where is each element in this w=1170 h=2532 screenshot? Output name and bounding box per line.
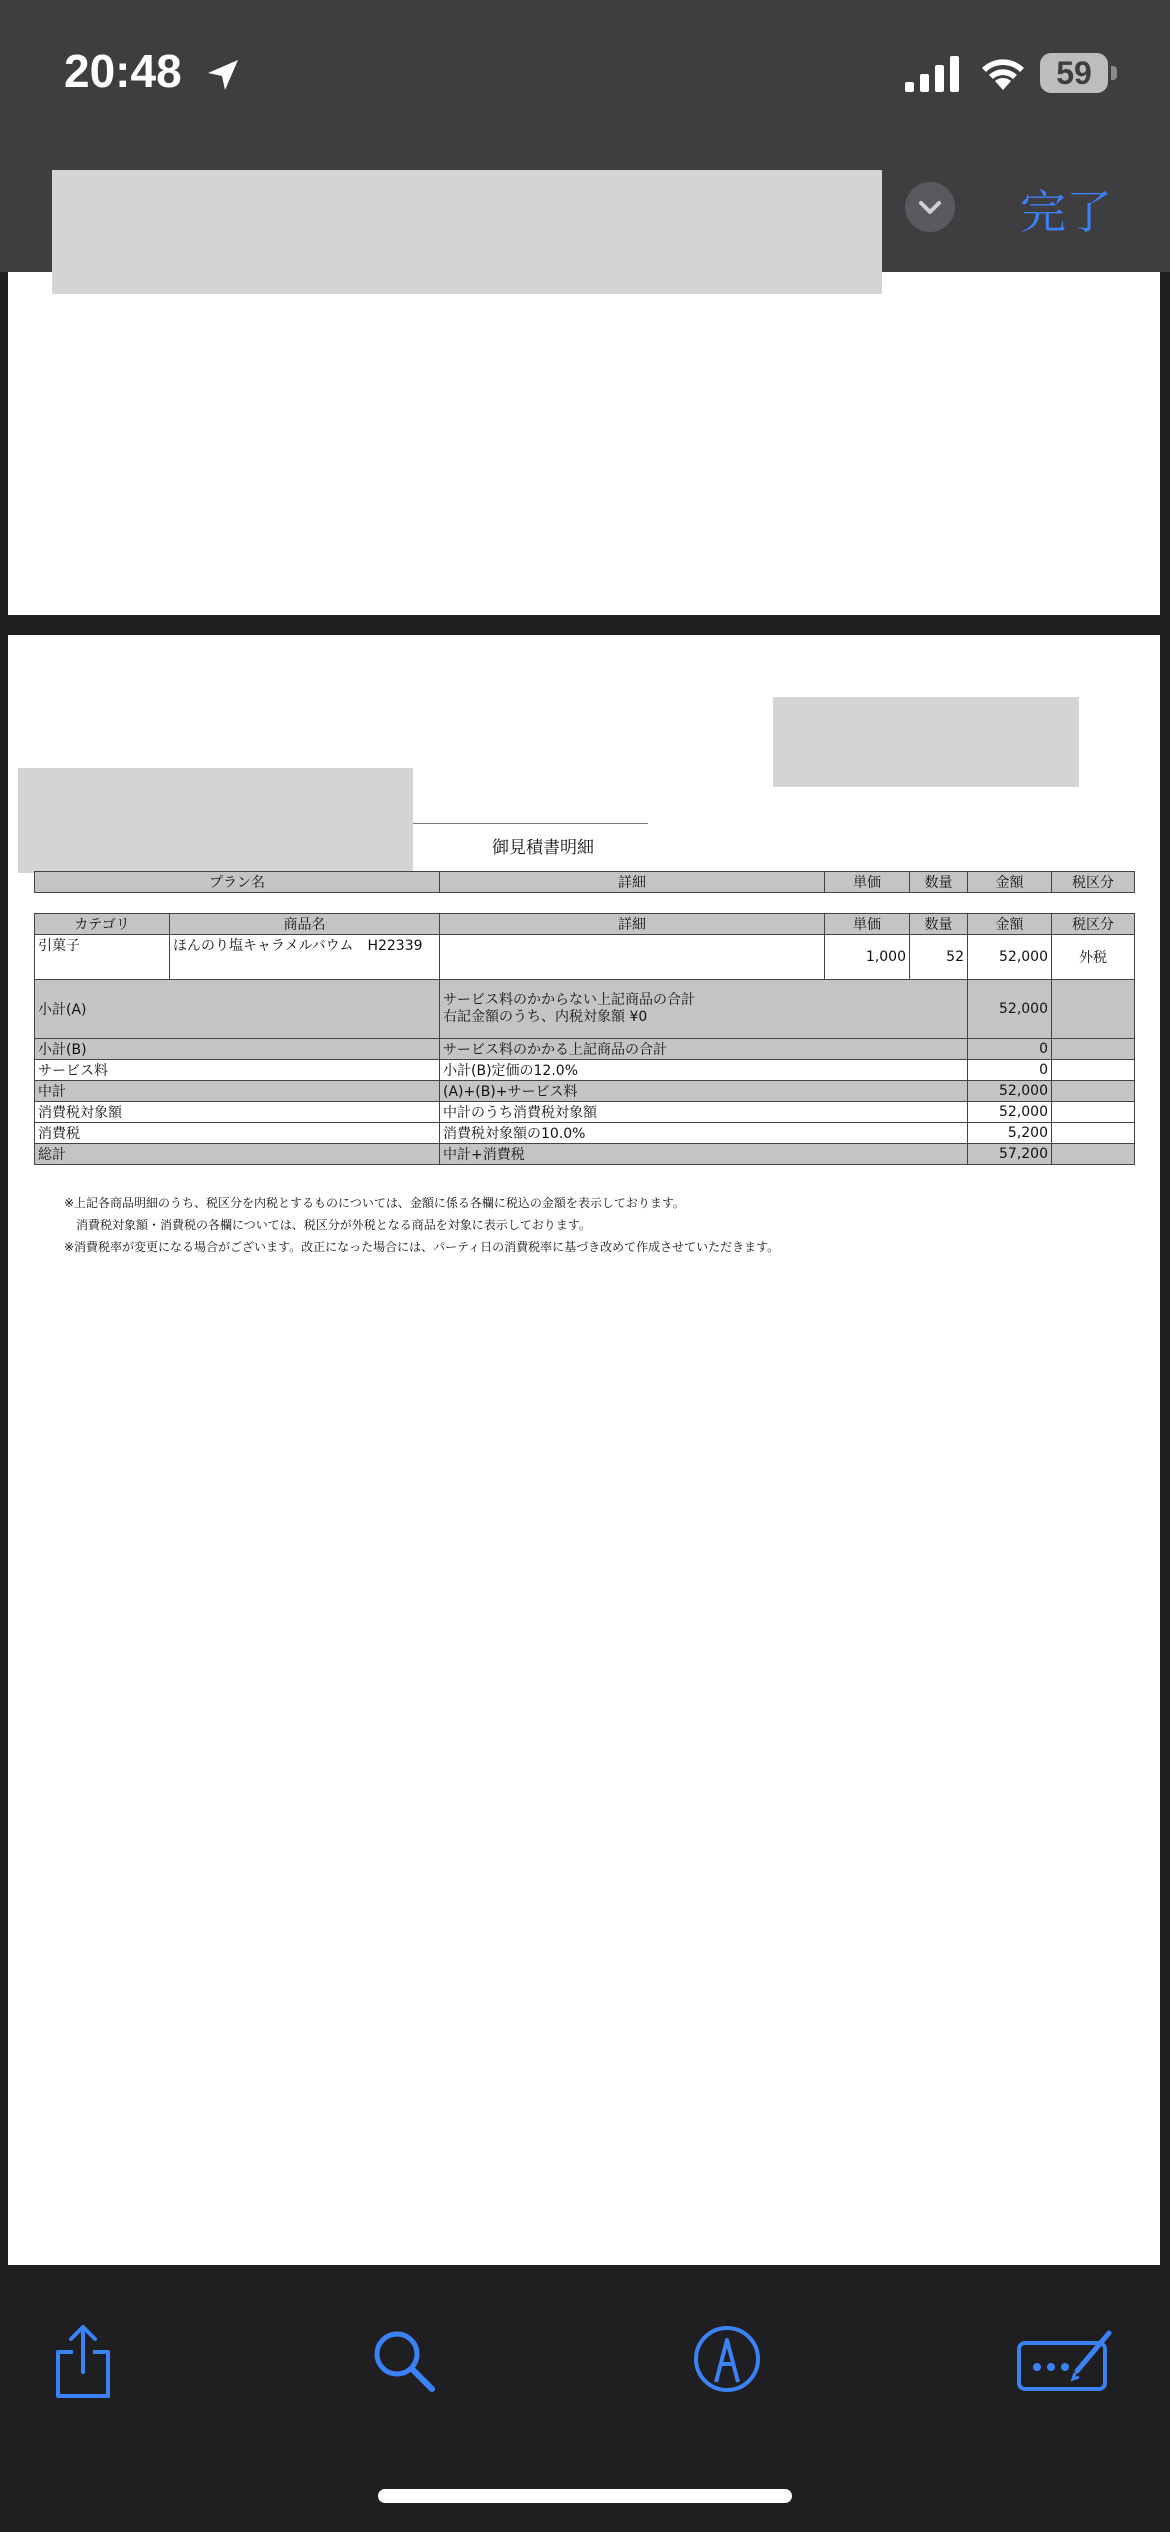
summary-amount: 5,200	[968, 1123, 1052, 1144]
item-tax-type: 外税	[1052, 935, 1135, 980]
redacted-block	[18, 768, 413, 873]
item-unit-price: 1,000	[825, 935, 910, 980]
status-bar	[0, 0, 1170, 150]
summary-desc: 小計(B)定価の12.0%	[440, 1060, 968, 1081]
summary-amount: 57,200	[968, 1144, 1052, 1165]
summary-tax	[1052, 1102, 1135, 1123]
subtotal-a-amount: 52,000	[968, 980, 1052, 1039]
summary-amount: 52,000	[968, 1081, 1052, 1102]
subtotal-a-desc-line2: 右記金額のうち、内税対象額 ¥0	[443, 1009, 648, 1025]
cellular-signal-icon	[905, 56, 961, 92]
document-page-1	[8, 272, 1160, 615]
summary-label: 小計(B)	[35, 1039, 440, 1060]
subtotal-a-tax	[1052, 980, 1135, 1039]
summary-tax	[1052, 1060, 1135, 1081]
home-indicator	[378, 2489, 792, 2503]
chevron-down-icon	[905, 182, 955, 232]
col-amount: 金額	[968, 872, 1052, 893]
summary-label: 総計	[35, 1144, 440, 1165]
col-category: カテゴリ	[35, 914, 170, 935]
item-qty: 52	[910, 935, 968, 980]
summary-tax	[1052, 1144, 1135, 1165]
col-qty: 数量	[910, 914, 968, 935]
summary-desc: 中計のうち消費税対象額	[440, 1102, 968, 1123]
summary-tax	[1052, 1123, 1135, 1144]
share-icon[interactable]	[52, 2322, 114, 2402]
footnote-line: ※上記各商品明細のうち、税区分を内税とするものについては、金額に係る各欄に税込の金額を表示しております。	[64, 1196, 685, 1210]
done-button[interactable]: 完了	[1020, 185, 1112, 239]
subtotal-a-desc-line1: サービス料のかからない上記商品の合計	[443, 992, 695, 1008]
estimate-title: 御見積書明細	[492, 838, 594, 858]
footnote-line: ※消費税率が変更になる場合がございます。改正になった場合には、パーティ日の消費税率に基づき改めて作成させていただきます。	[64, 1240, 780, 1254]
summary-label: 中計	[35, 1081, 440, 1102]
col-plan-name: プラン名	[35, 872, 440, 893]
status-time: 20:48	[64, 45, 182, 97]
battery-cap	[1111, 66, 1117, 80]
summary-desc: 消費税対象額の10.0%	[440, 1123, 968, 1144]
item-product: ほんのり塩キャラメルバウム H22339	[170, 935, 440, 980]
summary-row	[35, 1039, 1135, 1060]
summary-tax	[1052, 1039, 1135, 1060]
wifi-icon	[978, 52, 1028, 92]
summary-row	[35, 1102, 1135, 1123]
document-page-2	[8, 635, 1160, 2265]
markup-pen-icon[interactable]	[692, 2324, 762, 2394]
summary-desc: (A)+(B)+サービス料	[440, 1081, 968, 1102]
document-nav-bar	[0, 150, 1170, 272]
summary-amount: 0	[968, 1039, 1052, 1060]
subtotal-a-label: 小計(A)	[35, 980, 440, 1039]
summary-row	[35, 1060, 1135, 1081]
col-unit-price: 単価	[825, 872, 910, 893]
summary-amount: 0	[968, 1060, 1052, 1081]
subtotal-a-row	[35, 980, 1135, 1039]
item-table	[34, 913, 1135, 1165]
summary-desc: サービス料のかかる上記商品の合計	[440, 1039, 968, 1060]
signature-icon[interactable]	[1015, 2327, 1115, 2393]
col-detail: 詳細	[440, 914, 825, 935]
subtotal-a-desc	[440, 980, 968, 1039]
item-amount: 52,000	[968, 935, 1052, 980]
item-detail	[440, 935, 825, 980]
col-tax-type: 税区分	[1052, 914, 1135, 935]
col-qty: 数量	[910, 872, 968, 893]
footnote-line: 消費税対象額・消費税の各欄については、税区分が外税となる商品を対象に表示しております。	[64, 1218, 591, 1232]
col-tax-type: 税区分	[1052, 872, 1135, 893]
title-menu-button[interactable]	[905, 182, 955, 232]
col-detail: 詳細	[440, 872, 825, 893]
col-unit-price: 単価	[825, 914, 910, 935]
summary-row	[35, 1081, 1135, 1102]
search-icon[interactable]	[370, 2327, 438, 2395]
item-category: 引菓子	[35, 935, 170, 980]
summary-row	[35, 1123, 1135, 1144]
summary-label: 消費税対象額	[35, 1102, 440, 1123]
summary-label: 消費税	[35, 1123, 440, 1144]
location-arrow-icon	[204, 56, 242, 94]
redacted-document-title	[52, 170, 882, 294]
redacted-block	[773, 697, 1079, 787]
plan-table	[34, 871, 1135, 893]
col-product-name: 商品名	[170, 914, 440, 935]
title-rule	[413, 823, 648, 824]
summary-desc: 中計+消費税	[440, 1144, 968, 1165]
table-row	[35, 935, 1135, 980]
summary-label: サービス料	[35, 1060, 440, 1081]
summary-tax	[1052, 1081, 1135, 1102]
battery-indicator: 59	[1040, 53, 1108, 93]
summary-amount: 52,000	[968, 1102, 1052, 1123]
summary-row	[35, 1144, 1135, 1165]
col-amount: 金額	[968, 914, 1052, 935]
footnotes	[64, 1192, 779, 1258]
